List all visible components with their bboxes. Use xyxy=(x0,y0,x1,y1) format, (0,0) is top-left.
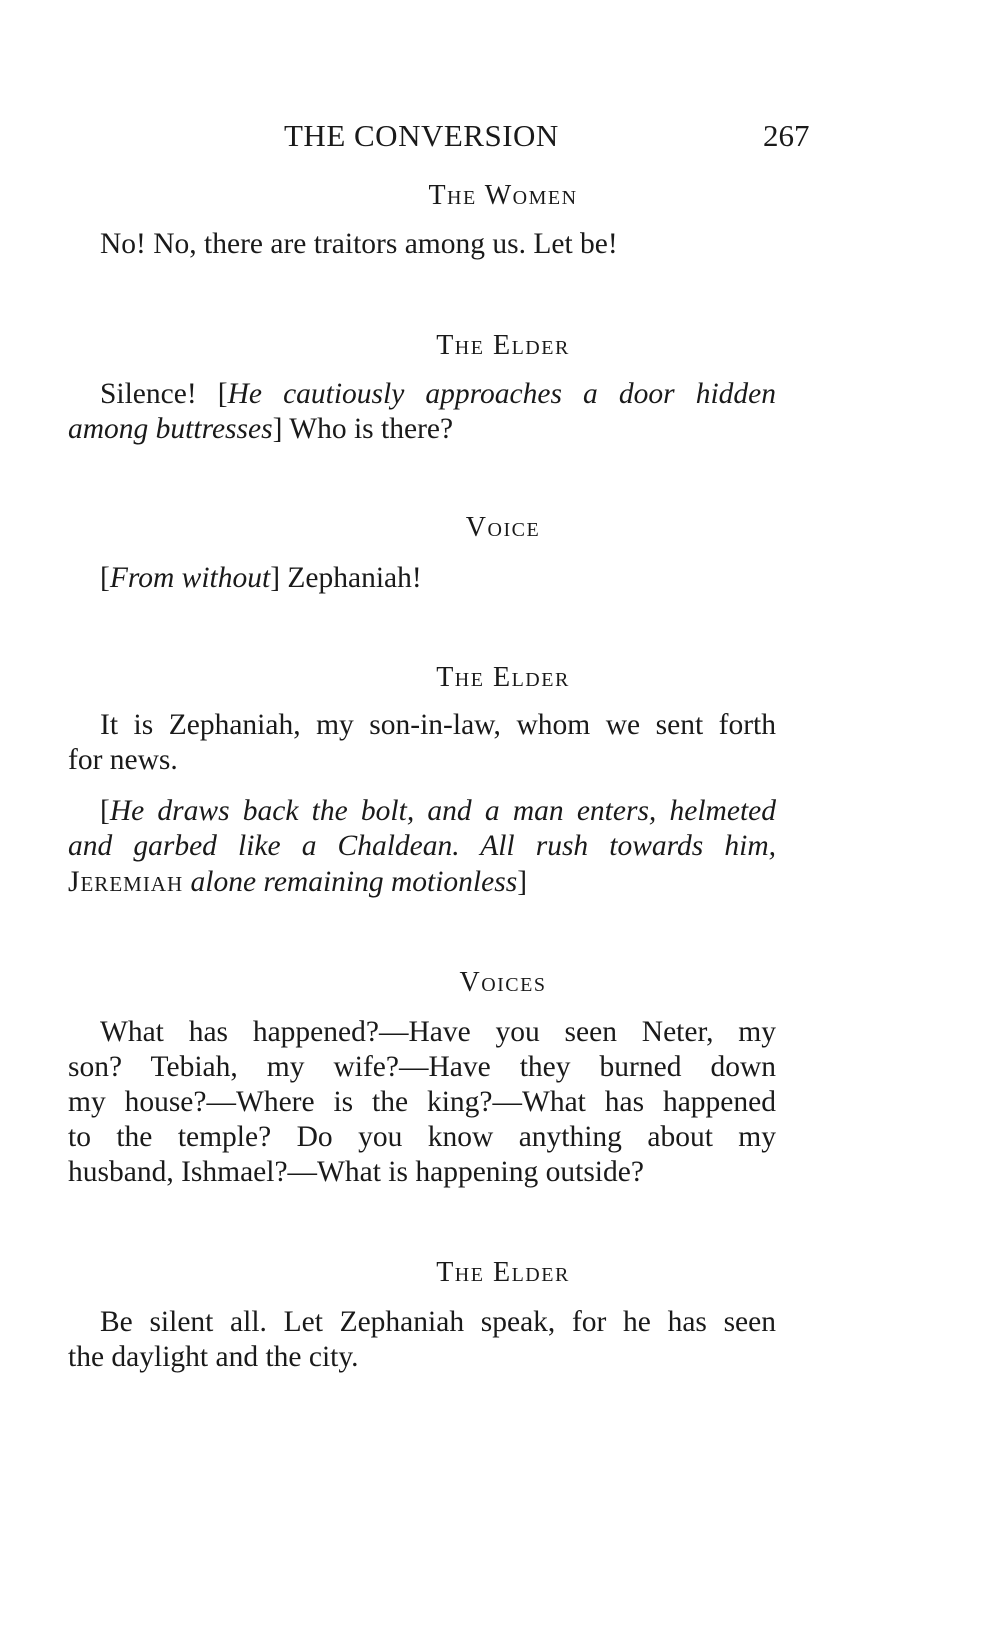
speaker-name: The Elder xyxy=(436,662,570,693)
speech-line: my house?—Where is the king?—What has happened xyxy=(68,1086,776,1118)
speaker-name: Voices xyxy=(459,967,547,998)
speech-line: the daylight and the city. xyxy=(68,1341,359,1373)
stage-direction-line: Jeremiah alone remaining motionless] xyxy=(68,866,528,898)
page-number: 267 xyxy=(763,118,810,153)
speech-line: No! No, there are traitors among us. Let be! xyxy=(100,228,618,260)
stage-direction-line: and garbed like a Chaldean. All rush towards him, xyxy=(68,830,776,862)
speech-text: Zephaniah! xyxy=(287,562,422,594)
speech-line: What has happened?—Have you seen Neter, my xyxy=(100,1016,776,1048)
speech-line: son? Tebiah, my wife?—Have they burned down xyxy=(68,1051,776,1083)
speech-line xyxy=(100,562,422,595)
stage-direction: among buttresses] xyxy=(68,413,283,445)
speech-line: for news. xyxy=(68,744,178,776)
speaker-name: The Women xyxy=(428,180,578,211)
speech-line xyxy=(100,378,776,411)
running-title: THE CONVERSION xyxy=(284,118,559,153)
stage-direction: [He cautiously approaches a door hidden xyxy=(217,378,776,410)
speech-line: Be silent all. Let Zephaniah speak, for he has seen xyxy=(100,1306,776,1338)
speaker-name: The Elder xyxy=(436,1257,570,1288)
stage-direction: alone remaining motionless xyxy=(190,866,518,898)
speech-text: Who is there? xyxy=(289,413,454,445)
speech-line: It is Zephaniah, my son-in-law, whom we sent forth xyxy=(100,709,776,741)
speech-line: husband, Ishmael?—What is happening outside? xyxy=(68,1156,644,1188)
speech-line: to the temple? Do you know anything about my xyxy=(68,1121,776,1153)
speaker-name: The Elder xyxy=(436,330,570,361)
speech-line xyxy=(68,413,453,446)
speech-text: Silence! xyxy=(100,378,197,410)
stage-direction-line: [He draws back the bolt, and a man enters, helmeted xyxy=(100,795,776,827)
character-name: Jeremiah xyxy=(68,866,184,898)
speaker-name: Voice xyxy=(465,512,541,543)
stage-direction: [From without] xyxy=(100,562,281,594)
